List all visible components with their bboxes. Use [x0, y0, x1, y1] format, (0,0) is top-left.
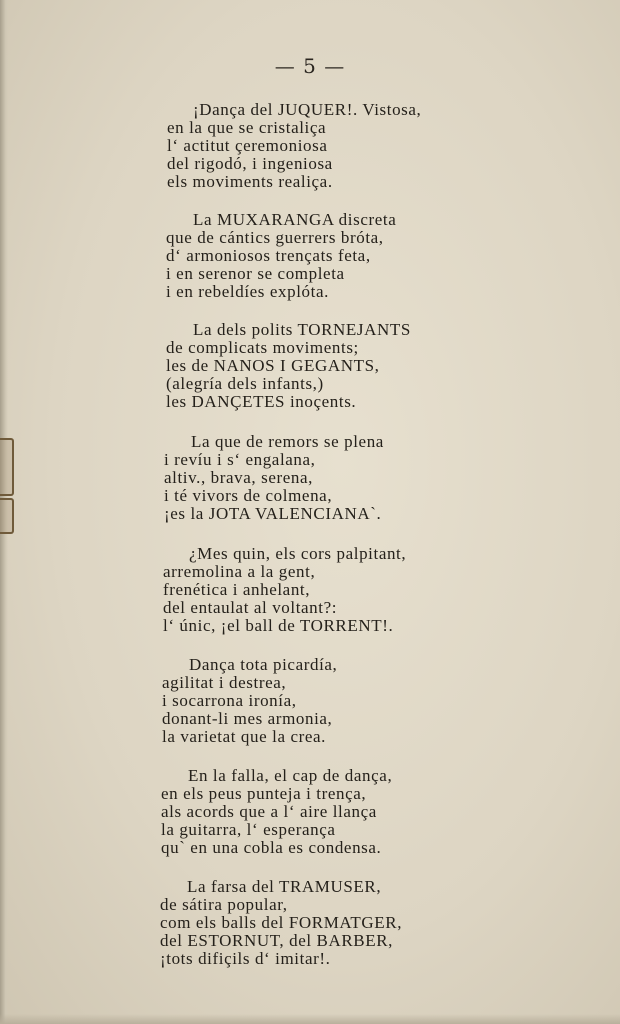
- staple: [0, 438, 14, 496]
- poem-line: La farsa del TRAMUSER,: [187, 877, 382, 896]
- poem-line: La dels polits TORNEJANTS: [193, 320, 411, 339]
- poem-line: agilitat i destrea,: [162, 673, 287, 692]
- page-number: — 5 —: [274, 54, 346, 78]
- poem-line: i té vivors de colmena,: [164, 486, 333, 505]
- poem-line: ¡es la JOTA VALENCIANA`.: [164, 504, 382, 523]
- poem-line: ¿Mes quin, els cors palpitant,: [189, 544, 407, 563]
- poem-line: als acords que a l‘ aire llança: [161, 802, 377, 821]
- poem-line: en la que se cristaliça: [167, 118, 327, 137]
- poem-line: i en serenor se completa: [166, 264, 345, 283]
- poem-line: La MUXARANGA discreta: [193, 210, 397, 229]
- poem-line: i socarrona ironía,: [162, 691, 297, 710]
- poem-line: La que de remors se plena: [191, 432, 384, 451]
- page-bottom-edge: [0, 1014, 620, 1024]
- poem-line: les DANÇETES inoçents.: [166, 392, 357, 411]
- poem-line: donant-li mes armonia,: [162, 709, 333, 728]
- poem-line: ¡tots difiçils d‘ imitar!.: [160, 949, 331, 968]
- poem-line: arremolina a la gent,: [163, 562, 316, 581]
- poem-line: del entaulat al voltant?:: [163, 598, 338, 617]
- poem-line: i en rebeldíes explóta.: [166, 282, 329, 301]
- poem-line: En la falla, el cap de dança,: [188, 766, 393, 785]
- poem-line: altiv., brava, serena,: [164, 468, 313, 487]
- poem-line: i revíu i s‘ engalana,: [164, 450, 316, 469]
- poem-line: com els balls del FORMATGER,: [160, 913, 403, 932]
- poem-line: del rigodó, i ingeniosa: [167, 154, 333, 173]
- poem-line: la varietat que la crea.: [162, 727, 326, 746]
- poem-line: ¡Dança del JUQUER!. Vistosa,: [193, 100, 422, 119]
- poem-line: de sátira popular,: [160, 895, 288, 914]
- poem-line: la guitarra, l‘ esperança: [161, 820, 336, 839]
- poem-line: del ESTORNUT, del BARBER,: [160, 931, 394, 950]
- poem-line: els moviments realiça.: [167, 172, 333, 191]
- poem-line: d‘ armoniosos trençats feta,: [166, 246, 371, 265]
- poem-line: Dança tota picardía,: [189, 655, 338, 674]
- poem-line: qu` en una cobla es condensa.: [161, 838, 382, 857]
- poem-line: (alegría dels infants,): [166, 374, 324, 393]
- poem-line: l‘ únic, ¡el ball de TORRENT!.: [163, 616, 394, 635]
- poem-line: les de NANOS I GEGANTS,: [166, 356, 380, 375]
- poem-line: frenética i anhelant,: [163, 580, 311, 599]
- poem-line: l‘ actitut çeremoniosa: [167, 136, 328, 155]
- poem-line: de complicats moviments;: [166, 338, 359, 357]
- poem-line: que de cántics guerrers bróta,: [166, 228, 384, 247]
- staple: [0, 498, 14, 534]
- poem-line: en els peus punteja i trença,: [161, 784, 367, 803]
